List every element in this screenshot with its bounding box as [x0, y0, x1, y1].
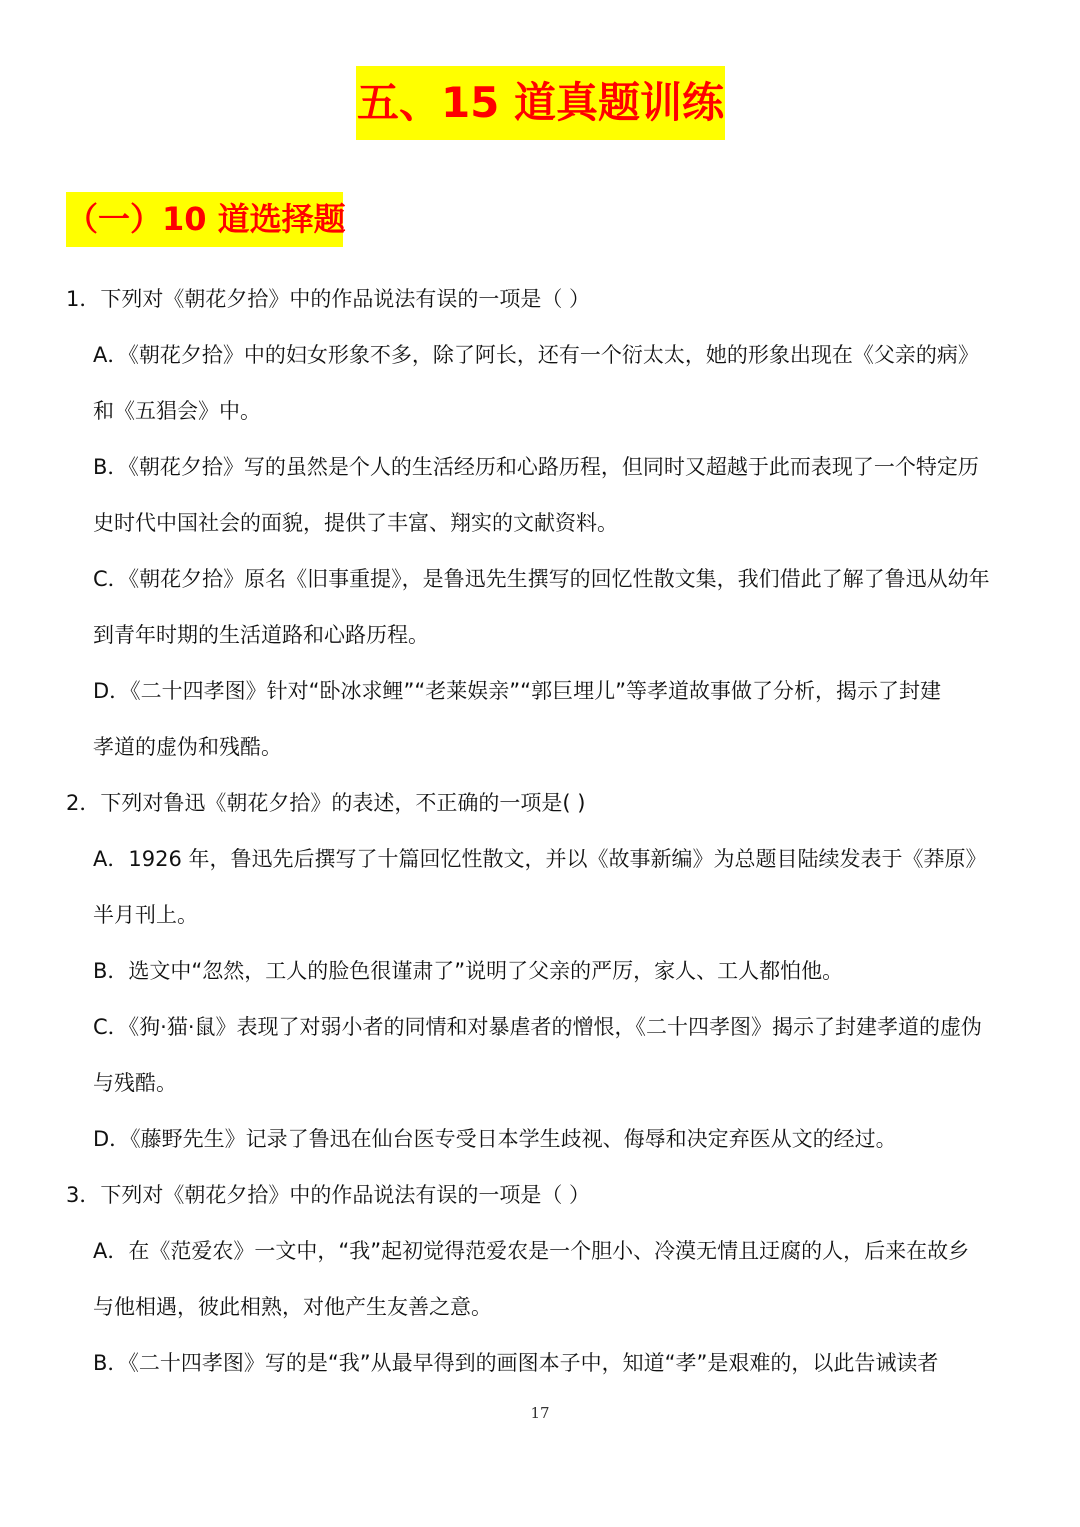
question-2-option-c-line-2: 与残酷。: [93, 1071, 177, 1095]
question-1-stem: 1．下列对《朝花夕拾》中的作品说法有误的一项是（ ）: [66, 287, 591, 311]
question-1-option-c-line-1: C．《朝花夕拾》原名《旧事重提》，是鲁迅先生撰写的回忆性散文集，我们借此了解了鲁迅从幼年: [93, 567, 990, 591]
question-3-option-b-line-1: B．《二十四孝图》写的是“我”从最早得到的画图本子中，知道“孝”是艰难的，以此告诫读者: [93, 1351, 939, 1375]
question-1-option-a-line-2: 和《五猖会》中。: [93, 399, 261, 423]
section-title: （一）10 道选择题: [66, 192, 343, 247]
question-3-stem: 3．下列对《朝花夕拾》中的作品说法有误的一项是（ ）: [66, 1183, 591, 1207]
question-2-option-b-line-1: B．选文中“忽然，工人的脸色很谨肃了”说明了父亲的严厉，家人、工人都怕他。: [93, 959, 844, 983]
question-2-option-c-line-1: C．《狗·猫·鼠》表现了对弱小者的同情和对暴虐者的憎恨，《二十四孝图》揭示了封建孝道的虚伪: [93, 1015, 983, 1039]
question-2-option-a-line-1: A．1926 年，鲁迅先后撰写了十篇回忆性散文，并以《故事新编》为总题目陆续发表于《莽原》: [93, 847, 987, 871]
question-1-option-a-line-1: A．《朝花夕拾》中的妇女形象不多，除了阿长，还有一个衍太太，她的形象出现在《父亲的病》: [93, 343, 979, 367]
question-2-option-d-line-1: D．《藤野先生》记录了鲁迅在仙台医专受日本学生歧视、侮辱和决定弃医从文的经过。: [93, 1127, 897, 1151]
question-1-option-b-line-2: 史时代中国社会的面貌，提供了丰富、翔实的文献资料。: [93, 511, 618, 535]
question-1-option-b-line-1: B．《朝花夕拾》写的虽然是个人的生活经历和心路历程，但同时又超越于此而表现了一个特定历: [93, 455, 979, 479]
question-1-option-c-line-2: 到青年时期的生活道路和心路历程。: [93, 623, 429, 647]
main-title: 五、15 道真题训练: [356, 66, 725, 140]
question-1-option-d-line-2: 孝道的虚伪和残酷。: [93, 735, 282, 759]
page-number: 17: [530, 1404, 550, 1422]
question-1-option-d-line-1: D．《二十四孝图》针对“卧冰求鲤”“老莱娱亲”“郭巨埋儿”等孝道故事做了分析，揭示了封建: [93, 679, 941, 703]
question-3-option-a-line-2: 与他相遇，彼此相熟，对他产生友善之意。: [93, 1295, 492, 1319]
question-3-option-a-line-1: A．在《范爱农》一文中，“我”起初觉得范爱农是一个胆小、冷漠无情且迂腐的人，后来在故乡: [93, 1239, 970, 1263]
question-2-option-a-line-2: 半月刊上。: [93, 903, 198, 927]
question-2-stem: 2．下列对鲁迅《朝花夕拾》的表述，不正确的一项是( ): [66, 791, 586, 815]
